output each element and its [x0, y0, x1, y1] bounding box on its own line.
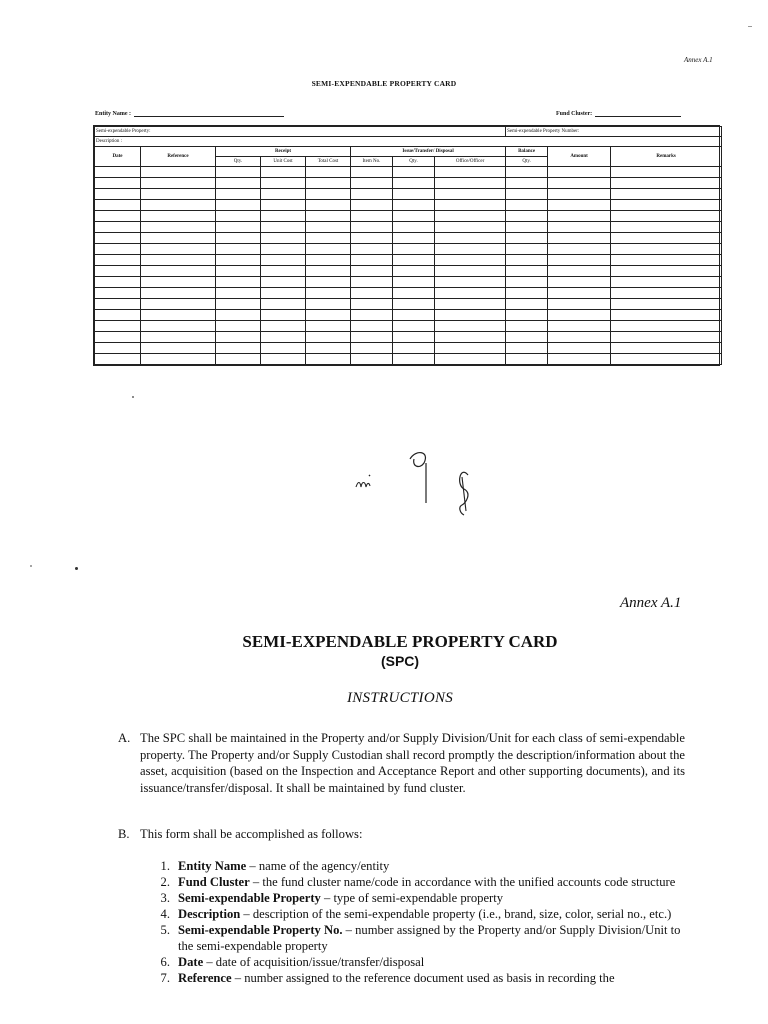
table-cell[interactable]	[216, 211, 261, 222]
table-cell[interactable]	[435, 354, 506, 365]
table-cell[interactable]	[506, 244, 548, 255]
instructions-title: SEMI-EXPENDABLE PROPERTY CARD	[242, 632, 558, 651]
item-desc: – name of the agency/entity	[246, 859, 390, 873]
table-cell[interactable]	[216, 277, 261, 288]
table-cell[interactable]	[306, 200, 351, 211]
table-cell[interactable]	[506, 189, 548, 200]
table-cell[interactable]	[95, 266, 141, 277]
table-cell[interactable]	[216, 321, 261, 332]
table-cell[interactable]	[548, 310, 611, 321]
instruction-list	[150, 858, 690, 986]
item-term: Reference	[178, 971, 232, 985]
table-cell[interactable]	[351, 255, 393, 266]
list-item	[150, 954, 690, 970]
item-desc: – description of the semi-expendable property (i.e., brand, size, color, serial no., etc.)	[240, 907, 672, 921]
table-cell[interactable]	[351, 332, 393, 343]
table-cell[interactable]	[351, 310, 393, 321]
property-label-cell[interactable]: Semi-expendable Property:	[95, 127, 506, 137]
table-cell[interactable]	[306, 277, 351, 288]
col-issue-office: Office/Officer	[435, 157, 506, 167]
table-row	[95, 266, 722, 277]
table-cell[interactable]	[611, 321, 722, 332]
col-receipt-unit-cost: Unit Cost	[261, 157, 306, 167]
instructions-annex-label: Annex A.1	[620, 595, 682, 611]
table-cell[interactable]	[393, 266, 435, 277]
table-cell[interactable]	[611, 222, 722, 233]
table-row	[95, 277, 722, 288]
table-cell[interactable]	[506, 321, 548, 332]
table-cell[interactable]	[306, 255, 351, 266]
table-cell[interactable]	[216, 354, 261, 365]
item-term: Fund Cluster	[178, 875, 250, 889]
table-cell[interactable]	[141, 255, 216, 266]
table-cell[interactable]	[506, 332, 548, 343]
table-cell[interactable]	[216, 178, 261, 189]
table-cell[interactable]	[548, 343, 611, 354]
table-cell[interactable]	[141, 277, 216, 288]
table-cell[interactable]	[95, 310, 141, 321]
table-cell[interactable]	[611, 266, 722, 277]
item-term: Description	[178, 907, 241, 921]
list-item	[150, 922, 690, 954]
table-cell[interactable]	[611, 310, 722, 321]
table-cell[interactable]	[351, 321, 393, 332]
table-cell[interactable]	[216, 255, 261, 266]
col-remarks: Remarks	[611, 147, 722, 167]
table-cell[interactable]	[548, 189, 611, 200]
table-cell[interactable]	[306, 178, 351, 189]
item-term: Semi-expendable Property No.	[178, 923, 343, 937]
table-cell[interactable]	[141, 200, 216, 211]
table-cell[interactable]	[506, 222, 548, 233]
table-cell[interactable]	[351, 222, 393, 233]
table-cell[interactable]	[306, 167, 351, 178]
entity-name-line	[134, 110, 284, 117]
table-row	[95, 288, 722, 299]
table-cell[interactable]	[393, 354, 435, 365]
table-cell[interactable]	[351, 244, 393, 255]
table-cell[interactable]	[548, 321, 611, 332]
table-cell[interactable]	[141, 321, 216, 332]
table-cell[interactable]	[95, 343, 141, 354]
table-cell[interactable]	[261, 321, 306, 332]
table-cell[interactable]	[95, 244, 141, 255]
table-cell[interactable]	[393, 178, 435, 189]
table-cell[interactable]	[548, 211, 611, 222]
table-cell[interactable]	[393, 233, 435, 244]
table-cell[interactable]	[435, 332, 506, 343]
table-cell[interactable]	[95, 211, 141, 222]
table-cell[interactable]	[506, 200, 548, 211]
table-cell[interactable]	[435, 233, 506, 244]
item-number: 1.	[160, 859, 170, 873]
table-cell[interactable]	[393, 189, 435, 200]
table-cell[interactable]	[261, 332, 306, 343]
entity-name-field[interactable]	[95, 110, 284, 117]
table-cell[interactable]	[261, 222, 306, 233]
col-balance-qty: Qty.	[506, 157, 548, 167]
table-cell[interactable]	[393, 299, 435, 310]
property-card-grid	[94, 126, 722, 365]
table-row	[95, 244, 722, 255]
table-cell[interactable]	[611, 233, 722, 244]
table-cell[interactable]	[306, 189, 351, 200]
col-receipt-total-cost: Total Cost	[306, 157, 351, 167]
table-cell[interactable]	[216, 200, 261, 211]
table-cell[interactable]	[435, 167, 506, 178]
table-cell[interactable]	[548, 288, 611, 299]
table-cell[interactable]	[611, 354, 722, 365]
table-cell[interactable]	[141, 167, 216, 178]
table-cell[interactable]	[141, 354, 216, 365]
table-cell[interactable]	[95, 277, 141, 288]
table-cell[interactable]	[141, 244, 216, 255]
table-cell[interactable]	[306, 233, 351, 244]
item-desc: – number assigned to the reference document used as basis in recording the	[231, 971, 615, 985]
table-cell[interactable]	[216, 189, 261, 200]
table-cell[interactable]	[611, 167, 722, 178]
entity-name-label: Entity Name :	[95, 111, 131, 117]
table-cell[interactable]	[141, 343, 216, 354]
table-cell[interactable]	[548, 244, 611, 255]
table-cell[interactable]	[261, 167, 306, 178]
table-cell[interactable]	[95, 222, 141, 233]
table-cell[interactable]	[548, 277, 611, 288]
table-cell[interactable]	[306, 244, 351, 255]
item-number: 4.	[160, 907, 170, 921]
table-cell[interactable]	[393, 288, 435, 299]
scan-speck	[75, 567, 78, 570]
table-cell[interactable]	[351, 167, 393, 178]
col-date: Date	[95, 147, 141, 167]
table-cell[interactable]	[261, 354, 306, 365]
table-cell[interactable]	[351, 299, 393, 310]
table-cell[interactable]	[351, 233, 393, 244]
table-cell[interactable]	[306, 310, 351, 321]
fund-cluster-line	[595, 110, 681, 117]
table-cell[interactable]	[611, 244, 722, 255]
table-cell[interactable]	[611, 178, 722, 189]
col-issue-qty: Qty.	[393, 157, 435, 167]
card-body	[95, 167, 722, 365]
table-cell[interactable]	[506, 277, 548, 288]
item-number: 6.	[160, 955, 170, 969]
col-receipt: Receipt	[216, 147, 351, 157]
table-cell[interactable]	[141, 222, 216, 233]
table-cell[interactable]	[306, 332, 351, 343]
table-cell[interactable]	[141, 211, 216, 222]
item-term: Entity Name	[178, 859, 247, 873]
table-cell[interactable]	[393, 167, 435, 178]
table-cell[interactable]	[351, 211, 393, 222]
table-cell[interactable]	[306, 266, 351, 277]
list-item	[150, 890, 690, 906]
table-cell[interactable]	[216, 332, 261, 343]
table-cell[interactable]	[216, 222, 261, 233]
scan-speck	[30, 565, 32, 567]
col-issue: Issue/Transfer/ Disposal	[351, 147, 506, 157]
table-cell[interactable]	[393, 332, 435, 343]
table-cell[interactable]	[435, 189, 506, 200]
table-row	[95, 354, 722, 365]
table-cell[interactable]	[95, 288, 141, 299]
table-cell[interactable]	[611, 189, 722, 200]
table-cell[interactable]	[141, 310, 216, 321]
table-cell[interactable]	[393, 244, 435, 255]
table-cell[interactable]	[141, 189, 216, 200]
table-cell[interactable]	[506, 299, 548, 310]
table-cell[interactable]	[548, 222, 611, 233]
table-cell[interactable]	[141, 233, 216, 244]
table-cell[interactable]	[435, 211, 506, 222]
col-balance: Balance	[506, 147, 548, 157]
table-cell[interactable]	[435, 266, 506, 277]
table-cell[interactable]	[548, 233, 611, 244]
table-cell[interactable]	[216, 167, 261, 178]
table-cell[interactable]	[261, 277, 306, 288]
table-cell[interactable]	[216, 299, 261, 310]
table-cell[interactable]	[548, 354, 611, 365]
table-cell[interactable]	[435, 244, 506, 255]
scan-speck	[748, 26, 752, 27]
fund-cluster-field[interactable]	[556, 110, 681, 117]
table-cell[interactable]	[306, 222, 351, 233]
table-cell[interactable]	[611, 255, 722, 266]
table-cell[interactable]	[393, 222, 435, 233]
table-cell[interactable]	[306, 299, 351, 310]
table-row	[95, 211, 722, 222]
table-cell[interactable]	[611, 211, 722, 222]
table-cell[interactable]	[506, 178, 548, 189]
paragraph-text: This form shall be accomplished as follows:	[140, 827, 363, 841]
table-cell[interactable]	[261, 189, 306, 200]
table-cell[interactable]	[95, 332, 141, 343]
table-cell[interactable]	[393, 255, 435, 266]
table-cell[interactable]	[435, 222, 506, 233]
item-desc: – number assigned by the Property and/or Supply Division/Unit to the semi-expendable property	[178, 923, 681, 953]
table-cell[interactable]	[95, 167, 141, 178]
table-row	[95, 343, 722, 354]
table-cell[interactable]	[306, 321, 351, 332]
instructions-subtitle: (SPC)	[380, 653, 420, 669]
table-cell[interactable]	[261, 343, 306, 354]
list-item	[150, 906, 690, 922]
item-desc: – the fund cluster name/code in accordance with the unified accounts code structure	[249, 875, 676, 889]
table-row	[95, 255, 722, 266]
table-cell[interactable]	[611, 288, 722, 299]
table-cell[interactable]	[95, 255, 141, 266]
table-cell[interactable]	[506, 288, 548, 299]
table-cell[interactable]	[216, 343, 261, 354]
table-cell[interactable]	[611, 343, 722, 354]
table-cell[interactable]	[261, 233, 306, 244]
paragraph-b	[118, 826, 688, 844]
item-number: 5.	[160, 923, 170, 937]
col-amount: Amount	[548, 147, 611, 167]
table-row	[95, 178, 722, 189]
table-cell[interactable]	[306, 354, 351, 365]
table-cell[interactable]	[506, 266, 548, 277]
table-cell[interactable]	[306, 343, 351, 354]
table-cell[interactable]	[306, 288, 351, 299]
property-number-cell[interactable]: Semi-expendable Property Number:	[506, 127, 722, 137]
table-cell[interactable]	[393, 321, 435, 332]
table-row	[95, 321, 722, 332]
table-cell[interactable]	[261, 299, 306, 310]
table-cell[interactable]	[611, 277, 722, 288]
table-row	[95, 299, 722, 310]
form-title: SEMI-EXPENDABLE PROPERTY CARD	[311, 79, 457, 88]
table-row	[95, 332, 722, 343]
list-item	[150, 970, 690, 986]
table-row	[95, 167, 722, 178]
description-cell[interactable]: Description :	[95, 137, 722, 147]
item-desc: – date of acquisition/issue/transfer/disposal	[203, 955, 425, 969]
table-cell[interactable]	[435, 310, 506, 321]
table-cell[interactable]	[141, 332, 216, 343]
table-cell[interactable]	[261, 288, 306, 299]
table-row	[95, 200, 722, 211]
property-card-table	[93, 125, 720, 366]
table-cell[interactable]	[506, 343, 548, 354]
table-cell[interactable]	[261, 266, 306, 277]
table-cell[interactable]	[435, 299, 506, 310]
item-term: Semi-expendable Property	[178, 891, 321, 905]
item-desc: – type of semi-expendable property	[320, 891, 504, 905]
list-item	[150, 874, 690, 890]
table-row	[95, 310, 722, 321]
table-cell[interactable]	[95, 321, 141, 332]
table-cell[interactable]	[351, 266, 393, 277]
table-cell[interactable]	[435, 277, 506, 288]
table-cell[interactable]	[548, 332, 611, 343]
table-cell[interactable]	[351, 288, 393, 299]
table-cell[interactable]	[548, 178, 611, 189]
list-item	[150, 858, 690, 874]
table-cell[interactable]	[261, 244, 306, 255]
table-cell[interactable]	[393, 200, 435, 211]
table-cell[interactable]	[393, 343, 435, 354]
table-cell[interactable]	[306, 211, 351, 222]
table-cell[interactable]	[506, 354, 548, 365]
form-annex-label: Annex A.1	[684, 56, 713, 64]
table-cell[interactable]	[506, 211, 548, 222]
table-row	[95, 233, 722, 244]
table-cell[interactable]	[95, 200, 141, 211]
col-issue-item-no: Item No.	[351, 157, 393, 167]
table-cell[interactable]	[435, 178, 506, 189]
table-cell[interactable]	[548, 299, 611, 310]
table-cell[interactable]	[261, 178, 306, 189]
table-cell[interactable]	[261, 310, 306, 321]
paragraph-label: A.	[118, 731, 131, 745]
col-receipt-qty: Qty.	[216, 157, 261, 167]
table-cell[interactable]	[141, 178, 216, 189]
table-cell[interactable]	[216, 244, 261, 255]
item-number: 3.	[160, 891, 170, 905]
table-cell[interactable]	[611, 332, 722, 343]
item-term: Date	[178, 955, 204, 969]
table-cell[interactable]	[216, 233, 261, 244]
table-cell[interactable]	[435, 288, 506, 299]
table-cell[interactable]	[95, 354, 141, 365]
table-cell[interactable]	[393, 211, 435, 222]
table-cell[interactable]	[351, 200, 393, 211]
table-cell[interactable]	[435, 343, 506, 354]
table-cell[interactable]	[435, 200, 506, 211]
table-cell[interactable]	[611, 299, 722, 310]
table-cell[interactable]	[393, 310, 435, 321]
table-cell[interactable]	[548, 200, 611, 211]
table-cell[interactable]	[506, 233, 548, 244]
table-cell[interactable]	[611, 200, 722, 211]
table-cell[interactable]	[95, 299, 141, 310]
table-cell[interactable]	[351, 343, 393, 354]
table-cell[interactable]	[351, 354, 393, 365]
table-cell[interactable]	[351, 277, 393, 288]
table-cell[interactable]	[95, 189, 141, 200]
instructions-heading: INSTRUCTIONS	[346, 690, 454, 706]
item-number: 7.	[160, 971, 170, 985]
table-cell[interactable]	[216, 266, 261, 277]
col-reference: Reference	[141, 147, 216, 167]
handwritten-initials	[350, 445, 490, 525]
table-cell[interactable]	[393, 277, 435, 288]
table-cell[interactable]	[351, 189, 393, 200]
table-cell[interactable]	[548, 167, 611, 178]
table-cell[interactable]	[216, 288, 261, 299]
fund-cluster-label: Fund Cluster:	[556, 111, 593, 117]
table-cell[interactable]	[141, 288, 216, 299]
table-cell[interactable]	[548, 266, 611, 277]
table-cell[interactable]	[141, 299, 216, 310]
table-cell[interactable]	[261, 255, 306, 266]
item-number: 2.	[160, 875, 170, 889]
table-cell[interactable]	[548, 255, 611, 266]
table-cell[interactable]	[141, 266, 216, 277]
table-cell[interactable]	[506, 310, 548, 321]
table-cell[interactable]	[351, 178, 393, 189]
table-cell[interactable]	[216, 310, 261, 321]
paragraph-text: The SPC shall be maintained in the Property and/or Supply Division/Unit for each class of semi-expendable property. The Property and/or Supply Custodian shall record promptly the description/information about the asset, acquisition (based on the Inspection and Acceptance Report and other supporting documents), and its issuance/transfer/disposal. It shall be maintained by fund cluster.	[140, 731, 685, 795]
table-cell[interactable]	[435, 321, 506, 332]
table-cell[interactable]	[95, 178, 141, 189]
paragraph-label: B.	[118, 827, 130, 841]
table-cell[interactable]	[261, 200, 306, 211]
table-cell[interactable]	[506, 167, 548, 178]
scan-speck	[132, 396, 134, 398]
table-cell[interactable]	[435, 255, 506, 266]
table-row	[95, 189, 722, 200]
table-cell[interactable]	[261, 211, 306, 222]
table-cell[interactable]	[95, 233, 141, 244]
table-cell[interactable]	[506, 255, 548, 266]
table-row	[95, 222, 722, 233]
paragraph-a	[118, 730, 688, 812]
